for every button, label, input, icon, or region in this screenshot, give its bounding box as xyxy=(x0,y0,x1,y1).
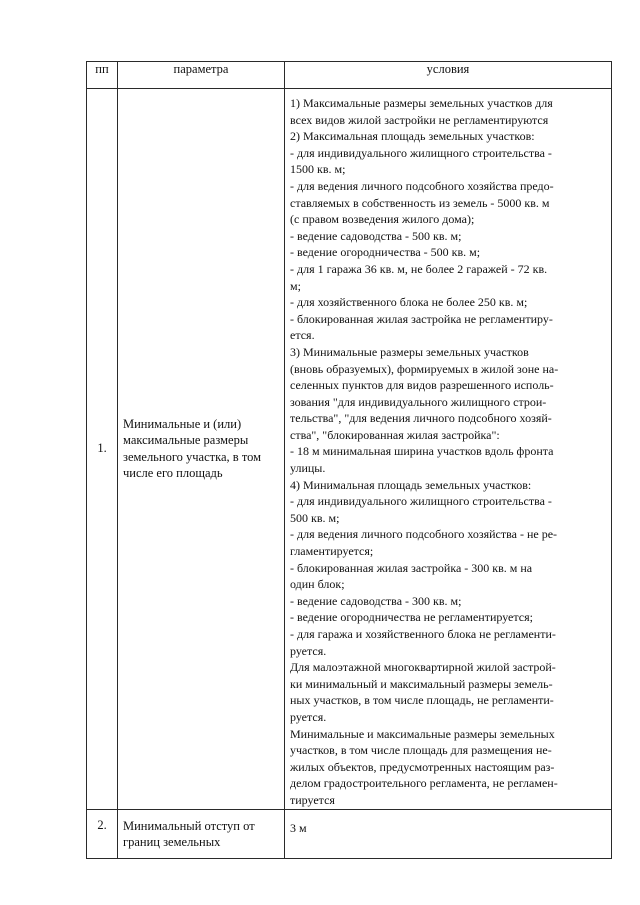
cond-line: гламентируется; xyxy=(290,544,374,559)
cond-line: - ведение огородничества не регламентируется; xyxy=(290,610,533,625)
cond-line: участков, в том числе площадь для размещения не- xyxy=(290,743,552,758)
cond-line: ных участков, в том числе площадь, не регламенти- xyxy=(290,693,554,708)
table-header-row xyxy=(87,62,612,89)
cond-line: 2) Максимальная площадь земельных участков: xyxy=(290,129,535,144)
cond-line: (вновь образуемых), формируемых в жилой зоне на- xyxy=(290,361,559,376)
cond-line: - для 1 гаража 36 кв. м, не более 2 гаражей - 72 кв. xyxy=(290,261,548,276)
cond-line: Для малоэтажной многоквартирной жилой застрой- xyxy=(290,660,556,675)
cond-line: (с правом возведения жилого дома); xyxy=(290,212,475,227)
conditions-cell xyxy=(285,89,612,810)
param-line: Минимальные и (или) xyxy=(123,416,242,431)
cond-line: руется. xyxy=(290,709,327,724)
cond-line: тируется xyxy=(290,792,335,807)
cond-line: ства", "блокированная жилая застройка": xyxy=(290,427,500,442)
header-parameter: параметра xyxy=(118,62,285,89)
cond-line: 500 кв. м; xyxy=(290,510,340,525)
cond-line: - для индивидуального жилищного строительства - xyxy=(290,145,552,160)
param-line: земельного участка, в том xyxy=(123,449,262,464)
cond-line: один блок; xyxy=(290,577,345,592)
cond-line: - для ведения личного подсобного хозяйства - не ре- xyxy=(290,527,558,542)
cond-line: всех видов жилой застройки не регламентируются xyxy=(290,112,549,127)
cond-line: 4) Минимальная площадь земельных участков: xyxy=(290,477,532,492)
row-number: 1. xyxy=(87,89,118,810)
cond-line: 3) Минимальные размеры земельных участков xyxy=(290,344,529,359)
cond-line: жилых объектов, предусмотренных настоящим раз- xyxy=(290,759,555,774)
header-num: пп xyxy=(87,62,118,89)
cond-line: 1500 кв. м; xyxy=(290,162,346,177)
cond-line: м; xyxy=(290,278,301,293)
parameter-cell xyxy=(118,89,285,810)
cond-line: зования "для индивидуального жилищного строи- xyxy=(290,394,547,409)
regulation-table xyxy=(86,61,612,859)
parameter-cell xyxy=(118,809,285,858)
row-number: 2. xyxy=(87,809,118,858)
cond-line: - 18 м минимальная ширина участков вдоль фронта xyxy=(290,444,554,459)
cond-line: руется. xyxy=(290,643,327,658)
header-conditions: условия xyxy=(285,62,612,89)
conditions-cell xyxy=(285,809,612,858)
cond-line: - блокированная жилая застройка не регламентиру- xyxy=(290,311,553,326)
cond-line: ставляемых в собственность из земель - 5000 кв. м xyxy=(290,195,550,210)
table-row xyxy=(87,89,612,810)
cond-line: ки минимальный и максимальный размеры земель- xyxy=(290,676,553,691)
param-line: границ земельных xyxy=(123,835,221,850)
cond-line: - ведение огородничества - 500 кв. м; xyxy=(290,245,481,260)
cond-line: ется. xyxy=(290,328,315,343)
cond-line: Минимальные и максимальные размеры земельных xyxy=(290,726,555,741)
cond-line: - блокированная жилая застройка - 300 кв. м на xyxy=(290,560,533,575)
cond-line: делом градостроительного регламента, не регламен- xyxy=(290,776,558,791)
cond-line: селенных пунктов для видов разрешенного исполь- xyxy=(290,378,554,393)
param-line: числе его площадь xyxy=(123,466,223,481)
cond-line: улицы. xyxy=(290,461,326,476)
cond-line: - для гаража и хозяйственного блока не регламенти- xyxy=(290,627,556,641)
param-line: максимальные размеры xyxy=(123,433,249,448)
cond-line: - для индивидуального жилищного строительства - xyxy=(290,494,552,509)
cond-line: 3 м xyxy=(290,820,307,835)
cond-line: - для ведения личного подсобного хозяйства предо- xyxy=(290,178,554,193)
cond-line: 1) Максимальные размеры земельных участков для xyxy=(290,96,553,110)
table-row xyxy=(87,809,612,858)
cond-line: - ведение садоводства - 300 кв. м; xyxy=(290,593,462,608)
cond-line: тельства", "для ведения личного подсобного хозяй- xyxy=(290,411,552,426)
param-line: Минимальный отступ от xyxy=(123,818,255,833)
cond-line: - ведение садоводства - 500 кв. м; xyxy=(290,228,462,243)
cond-line: - для хозяйственного блока не более 250 кв. м; xyxy=(290,295,528,310)
